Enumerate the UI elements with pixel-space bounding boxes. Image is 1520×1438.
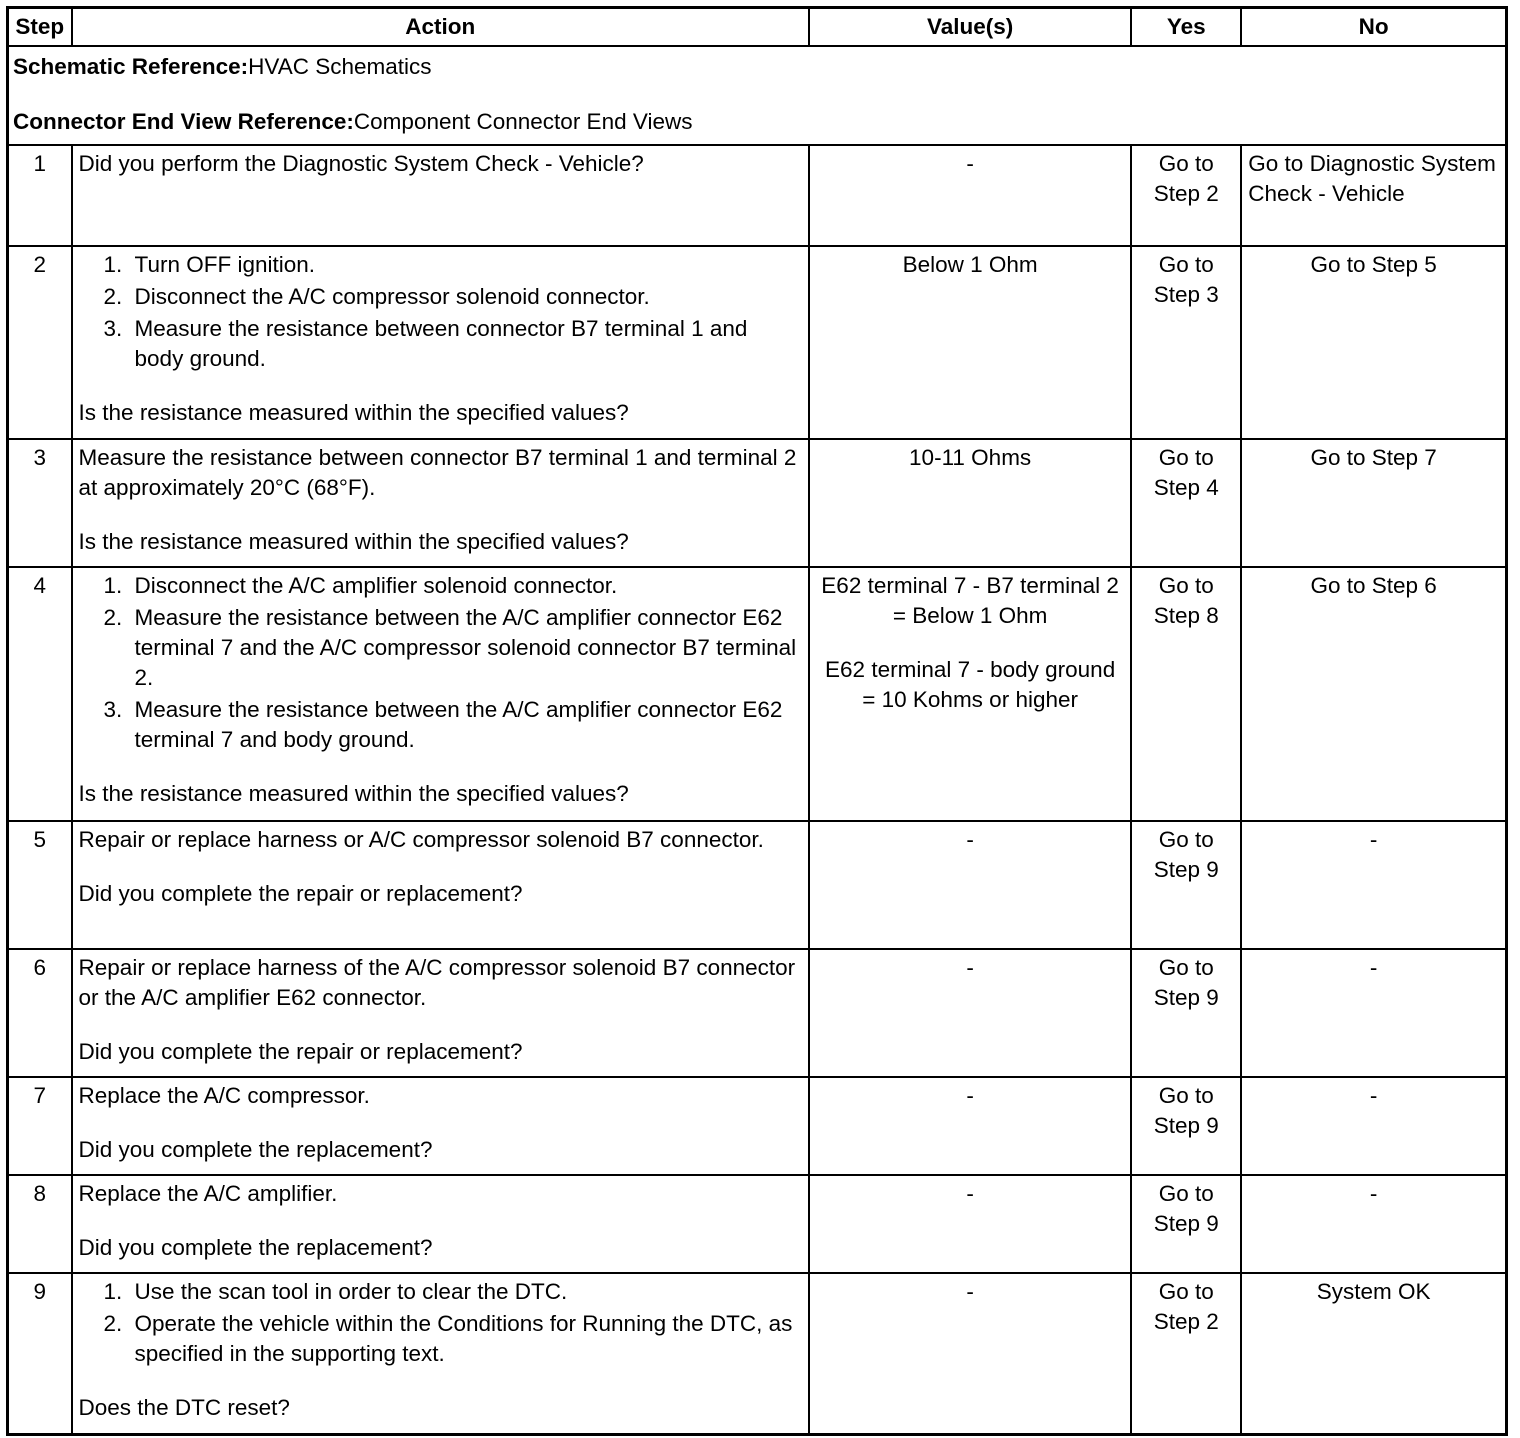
value-cell: - [809, 1273, 1131, 1435]
action-cell [72, 246, 809, 439]
action-question: Is the resistance measured within the specified values? [78, 529, 629, 554]
value-cell: - [809, 949, 1131, 1077]
header-no: No [1241, 8, 1506, 47]
table-row [8, 246, 1507, 439]
action-text: Repair or replace harness or A/C compressor solenoid B7 connector. [78, 827, 764, 852]
table-row [8, 439, 1507, 567]
value-line: E62 terminal 7 - B7 terminal 2 = Below 1 Ohm [821, 573, 1119, 628]
reference-cell [8, 46, 1507, 145]
value-cell: - [809, 821, 1131, 949]
header-row [8, 8, 1507, 47]
table-row [8, 949, 1507, 1077]
action-list [79, 1277, 802, 1369]
no-cell[interactable]: Go to Diagnostic System Check - Vehicle [1241, 145, 1506, 246]
no-cell[interactable]: Go to Step 5 [1241, 246, 1506, 439]
header-step: Step [8, 8, 72, 47]
action-text: Replace the A/C amplifier. [78, 1181, 338, 1206]
action-list-item: 2. Disconnect the A/C compressor solenoid connector. [129, 282, 802, 312]
table-row [8, 1273, 1507, 1435]
reference-row [8, 46, 1507, 145]
diagnostic-table [6, 6, 1508, 1436]
value-line: E62 terminal 7 - body ground = 10 Kohms or higher [825, 657, 1116, 712]
yes-cell[interactable]: Go to Step 9 [1131, 1175, 1241, 1273]
action-question: Does the DTC reset? [78, 1395, 290, 1420]
action-question: Did you complete the replacement? [78, 1137, 433, 1162]
no-cell: System OK [1241, 1273, 1506, 1435]
action-list-item: 3. Measure the resistance between the A/C amplifier connector E62 terminal 7 and body ground. [129, 695, 802, 755]
step-number: 3 [8, 439, 72, 567]
action-cell [72, 1273, 809, 1435]
yes-cell[interactable]: Go to Step 4 [1131, 439, 1241, 567]
action-cell [72, 949, 809, 1077]
value-cell: - [809, 1175, 1131, 1273]
action-list-item: 1. Disconnect the A/C amplifier solenoid connector. [129, 571, 802, 601]
no-cell: - [1241, 949, 1506, 1077]
connector-reference-label: Connector End View Reference: [13, 109, 354, 134]
step-number: 6 [8, 949, 72, 1077]
no-cell: - [1241, 1175, 1506, 1273]
action-list-item: 1. Turn OFF ignition. [129, 250, 802, 280]
header-action: Action [72, 8, 809, 47]
yes-cell[interactable]: Go to Step 2 [1131, 1273, 1241, 1435]
action-list [79, 571, 802, 755]
schematic-reference-label: Schematic Reference: [13, 54, 249, 79]
value-cell [809, 567, 1131, 821]
action-question: Is the resistance measured within the specified values? [78, 400, 629, 425]
no-cell: - [1241, 821, 1506, 949]
no-cell[interactable]: Go to Step 7 [1241, 439, 1506, 567]
action-list-item: 1. Use the scan tool in order to clear the DTC. [129, 1277, 802, 1307]
action-list-item: 2. Measure the resistance between the A/C amplifier connector E62 terminal 7 and the A/C compressor solenoid connector B7 terminal 2. [129, 603, 802, 693]
value-cell: - [809, 145, 1131, 246]
step-number: 7 [8, 1077, 72, 1175]
table-row [8, 1175, 1507, 1273]
action-text: Replace the A/C compressor. [78, 1083, 370, 1108]
schematic-reference [13, 52, 1501, 82]
value-cell: - [809, 1077, 1131, 1175]
step-number: 5 [8, 821, 72, 949]
action-cell [72, 1077, 809, 1175]
yes-cell[interactable]: Go to Step 8 [1131, 567, 1241, 821]
action-text: Measure the resistance between connector B7 terminal 1 and terminal 2 at approximately 20°C (68°F). [78, 445, 797, 500]
table-row [8, 567, 1507, 821]
table-row [8, 1077, 1507, 1175]
step-number: 1 [8, 145, 72, 246]
action-cell [72, 145, 809, 246]
table-row [8, 821, 1507, 949]
action-cell [72, 439, 809, 567]
step-number: 4 [8, 567, 72, 821]
yes-cell[interactable]: Go to Step 9 [1131, 949, 1241, 1077]
yes-cell[interactable]: Go to Step 9 [1131, 1077, 1241, 1175]
no-cell: - [1241, 1077, 1506, 1175]
connector-reference [13, 107, 1501, 137]
yes-cell[interactable]: Go to Step 2 [1131, 145, 1241, 246]
yes-cell[interactable]: Go to Step 3 [1131, 246, 1241, 439]
value-cell: Below 1 Ohm [809, 246, 1131, 439]
schematic-reference-link[interactable]: HVAC Schematics [248, 54, 432, 79]
action-list [79, 250, 802, 374]
action-cell [72, 567, 809, 821]
step-number: 9 [8, 1273, 72, 1435]
step-number: 8 [8, 1175, 72, 1273]
action-cell [72, 821, 809, 949]
header-yes: Yes [1131, 8, 1241, 47]
step-number: 2 [8, 246, 72, 439]
action-question: Did you complete the replacement? [78, 1235, 433, 1260]
action-question: Is the resistance measured within the specified values? [78, 781, 629, 806]
action-text: Repair or replace harness of the A/C compressor solenoid B7 connector or the A/C amplifier E62 connector. [78, 955, 796, 1010]
header-values: Value(s) [809, 8, 1131, 47]
connector-reference-link[interactable]: Component Connector End Views [353, 109, 693, 134]
action-list-item: 2. Operate the vehicle within the Conditions for Running the DTC, as specified in the supporting text. [129, 1309, 802, 1369]
yes-cell[interactable]: Go to Step 9 [1131, 821, 1241, 949]
action-question: Did you complete the repair or replacement? [78, 881, 523, 906]
value-cell: 10-11 Ohms [809, 439, 1131, 567]
action-question: Did you complete the repair or replacement? [78, 1039, 523, 1064]
no-cell[interactable]: Go to Step 6 [1241, 567, 1506, 821]
action-cell [72, 1175, 809, 1273]
action-list-item: 3. Measure the resistance between connector B7 terminal 1 and body ground. [129, 314, 802, 374]
table-row [8, 145, 1507, 246]
action-text: Did you perform the Diagnostic System Check - Vehicle? [78, 151, 644, 176]
